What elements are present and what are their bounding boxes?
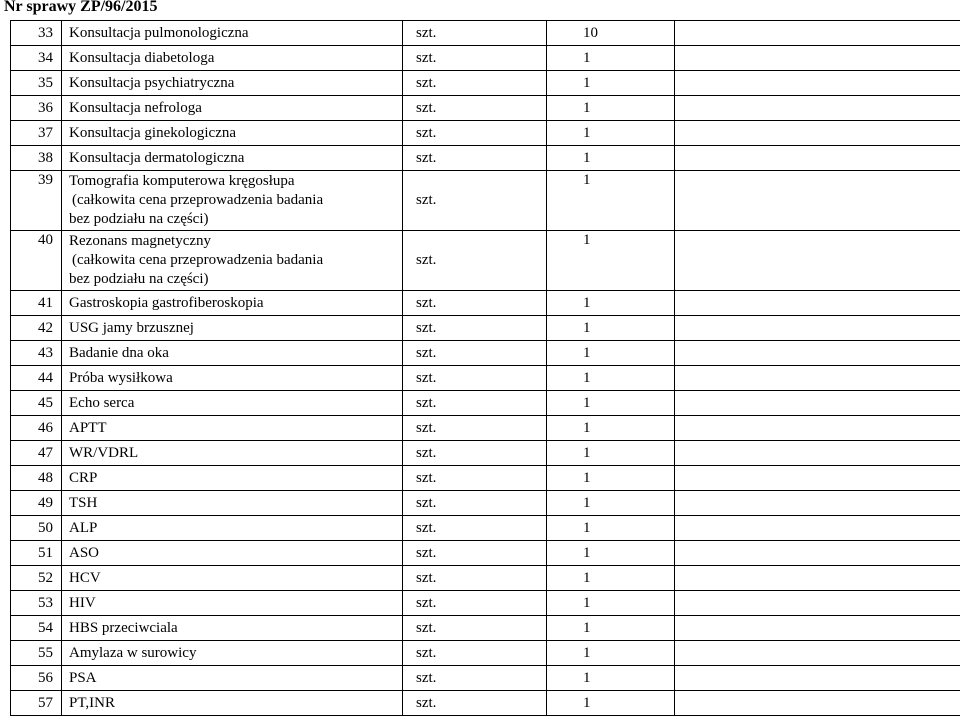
table-row <box>11 491 960 516</box>
table-row <box>11 46 960 71</box>
service-name: Konsultacja psychiatryczna <box>62 71 403 96</box>
empty-cell <box>675 466 960 491</box>
empty-cell <box>675 71 960 96</box>
quantity-cell: 1 <box>547 46 675 71</box>
row-number: 51 <box>11 541 62 566</box>
unit-cell: szt. <box>403 291 547 316</box>
row-number: 50 <box>11 516 62 541</box>
unit-cell: szt. <box>403 316 547 341</box>
service-name: Konsultacja pulmonologiczna <box>62 21 403 46</box>
service-name-line1: Rezonans magnetyczny <box>69 232 402 251</box>
row-number: 33 <box>11 21 62 46</box>
quantity-cell: 1 <box>547 391 675 416</box>
service-name: PSA <box>62 666 403 691</box>
service-name: Badanie dna oka <box>62 341 403 366</box>
quantity-cell: 1 <box>547 566 675 591</box>
unit-cell: szt. <box>403 71 547 96</box>
service-name-line2: (całkowita cena przeprowadzenia badania <box>69 191 402 210</box>
row-number: 44 <box>11 366 62 391</box>
empty-cell <box>675 366 960 391</box>
service-name: TSH <box>62 491 403 516</box>
empty-cell <box>675 171 960 231</box>
service-name-line2: (całkowita cena przeprowadzenia badania <box>69 251 402 270</box>
service-name: ALP <box>62 516 403 541</box>
table-row <box>11 466 960 491</box>
table-row <box>11 691 960 716</box>
empty-cell <box>675 96 960 121</box>
unit-cell: szt. <box>403 641 547 666</box>
unit-cell: szt. <box>403 491 547 516</box>
empty-cell <box>675 641 960 666</box>
empty-cell <box>675 146 960 171</box>
unit-cell: szt. <box>403 391 547 416</box>
empty-cell <box>675 231 960 291</box>
empty-cell <box>675 316 960 341</box>
table-row <box>11 441 960 466</box>
unit-cell: szt. <box>403 466 547 491</box>
service-name: ASO <box>62 541 403 566</box>
unit-cell: szt. <box>403 516 547 541</box>
quantity-cell: 1 <box>547 641 675 666</box>
service-name: HBS przeciwciala <box>62 616 403 641</box>
service-name: Gastroskopia gastrofiberoskopia <box>62 291 403 316</box>
unit-cell: szt. <box>403 691 547 716</box>
service-name: HIV <box>62 591 403 616</box>
empty-cell <box>675 416 960 441</box>
table-row <box>11 316 960 341</box>
row-number: 46 <box>11 416 62 441</box>
quantity-cell: 1 <box>547 341 675 366</box>
empty-cell <box>675 591 960 616</box>
empty-cell <box>675 541 960 566</box>
service-name-line1: Tomografia komputerowa kręgosłupa <box>69 172 402 191</box>
table-row <box>11 96 960 121</box>
service-name: HCV <box>62 566 403 591</box>
unit-cell: szt. <box>403 441 547 466</box>
table-row <box>11 71 960 96</box>
quantity-cell: 1 <box>547 291 675 316</box>
empty-cell <box>675 691 960 716</box>
row-number: 35 <box>11 71 62 96</box>
table-row <box>11 366 960 391</box>
table-row <box>11 541 960 566</box>
unit-cell: szt. <box>403 366 547 391</box>
service-name: CRP <box>62 466 403 491</box>
row-number: 48 <box>11 466 62 491</box>
service-name: Konsultacja nefrologa <box>62 96 403 121</box>
service-name <box>62 231 403 291</box>
table-row <box>11 171 960 231</box>
row-number: 41 <box>11 291 62 316</box>
empty-cell <box>675 441 960 466</box>
services-table-body <box>11 21 960 716</box>
table-row <box>11 21 960 46</box>
unit-cell: szt. <box>403 616 547 641</box>
table-row <box>11 516 960 541</box>
quantity-cell: 1 <box>547 121 675 146</box>
quantity-cell: 1 <box>547 171 675 231</box>
empty-cell <box>675 666 960 691</box>
empty-cell <box>675 121 960 146</box>
service-name: APTT <box>62 416 403 441</box>
quantity-cell: 1 <box>547 441 675 466</box>
services-table <box>10 20 960 716</box>
unit-cell: szt. <box>403 666 547 691</box>
table-row <box>11 591 960 616</box>
row-number: 36 <box>11 96 62 121</box>
empty-cell <box>675 391 960 416</box>
unit-cell: szt. <box>403 96 547 121</box>
row-number: 42 <box>11 316 62 341</box>
service-name: PT,INR <box>62 691 403 716</box>
service-name: Konsultacja ginekologiczna <box>62 121 403 146</box>
unit-cell: szt. <box>403 231 547 291</box>
table-row <box>11 121 960 146</box>
row-number: 56 <box>11 666 62 691</box>
table-row <box>11 416 960 441</box>
unit-cell: szt. <box>403 541 547 566</box>
case-number-header: Nr sprawy ZP/96/2015 <box>4 0 157 16</box>
table-row <box>11 341 960 366</box>
service-name: Konsultacja diabetologa <box>62 46 403 71</box>
service-name: Konsultacja dermatologiczna <box>62 146 403 171</box>
unit-cell: szt. <box>403 591 547 616</box>
row-number: 54 <box>11 616 62 641</box>
table-row <box>11 566 960 591</box>
service-name: USG jamy brzusznej <box>62 316 403 341</box>
empty-cell <box>675 516 960 541</box>
empty-cell <box>675 291 960 316</box>
unit-cell: szt. <box>403 46 547 71</box>
row-number: 52 <box>11 566 62 591</box>
quantity-cell: 1 <box>547 591 675 616</box>
table-row <box>11 231 960 291</box>
unit-cell: szt. <box>403 171 547 231</box>
quantity-cell: 1 <box>547 146 675 171</box>
empty-cell <box>675 566 960 591</box>
row-number: 55 <box>11 641 62 666</box>
row-number: 39 <box>11 171 62 231</box>
service-name: WR/VDRL <box>62 441 403 466</box>
service-name: Amylaza w surowicy <box>62 641 403 666</box>
table-row <box>11 616 960 641</box>
table-row <box>11 666 960 691</box>
quantity-cell: 1 <box>547 491 675 516</box>
table-row <box>11 146 960 171</box>
empty-cell <box>675 616 960 641</box>
quantity-cell: 1 <box>547 691 675 716</box>
quantity-cell: 1 <box>547 466 675 491</box>
empty-cell <box>675 491 960 516</box>
table-row <box>11 641 960 666</box>
quantity-cell: 1 <box>547 96 675 121</box>
row-number: 53 <box>11 591 62 616</box>
unit-cell: szt. <box>403 566 547 591</box>
quantity-cell: 1 <box>547 541 675 566</box>
quantity-cell: 1 <box>547 71 675 96</box>
row-number: 40 <box>11 231 62 291</box>
unit-cell: szt. <box>403 121 547 146</box>
quantity-cell: 1 <box>547 366 675 391</box>
row-number: 34 <box>11 46 62 71</box>
row-number: 37 <box>11 121 62 146</box>
service-name <box>62 171 403 231</box>
row-number: 47 <box>11 441 62 466</box>
table-row <box>11 391 960 416</box>
quantity-cell: 1 <box>547 416 675 441</box>
empty-cell <box>675 21 960 46</box>
quantity-cell: 1 <box>547 616 675 641</box>
row-number: 43 <box>11 341 62 366</box>
service-name: Echo serca <box>62 391 403 416</box>
unit-cell: szt. <box>403 146 547 171</box>
row-number: 57 <box>11 691 62 716</box>
service-name-line3: bez podziału na części) <box>69 270 402 289</box>
service-name-line3: bez podziału na części) <box>69 210 402 229</box>
row-number: 38 <box>11 146 62 171</box>
unit-cell: szt. <box>403 21 547 46</box>
row-number: 45 <box>11 391 62 416</box>
service-name: Próba wysiłkowa <box>62 366 403 391</box>
quantity-cell: 1 <box>547 316 675 341</box>
table-row <box>11 291 960 316</box>
empty-cell <box>675 341 960 366</box>
quantity-cell: 1 <box>547 231 675 291</box>
quantity-cell: 1 <box>547 666 675 691</box>
unit-cell: szt. <box>403 341 547 366</box>
unit-cell: szt. <box>403 416 547 441</box>
quantity-cell: 10 <box>547 21 675 46</box>
quantity-cell: 1 <box>547 516 675 541</box>
empty-cell <box>675 46 960 71</box>
row-number: 49 <box>11 491 62 516</box>
